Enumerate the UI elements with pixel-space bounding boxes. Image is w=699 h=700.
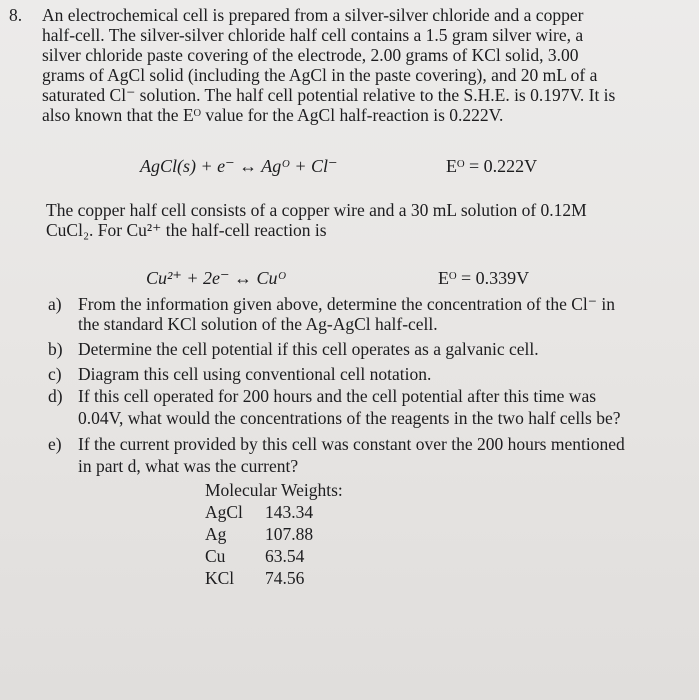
intro-line-4: grams of AgCl solid (including the AgCl in the paste covering), and 20 mL of a (42, 65, 598, 85)
mw-value: 107.88 (265, 524, 314, 544)
part-b-label: b) (48, 339, 63, 359)
mw-value: 143.34 (265, 502, 314, 522)
mw-row-agcl (205, 502, 313, 522)
intro-line-3: silver chloride paste covering of the electrode, 2.00 grams of KCl solid, 3.00 (42, 45, 579, 65)
question-number: 8. (9, 5, 23, 25)
mw-row-kcl (205, 568, 304, 588)
part-d-label: d) (48, 386, 63, 406)
part-c-label: c) (48, 364, 62, 384)
mw-row-ag (205, 524, 313, 544)
mw-value: 63.54 (265, 546, 305, 566)
part-c-line-1: Diagram this cell using conventional cell notation. (78, 364, 432, 384)
cu-half-reaction: Cu²⁺ + 2e⁻ ↔ Cuᴼ (146, 268, 287, 288)
mw-value: 74.56 (265, 568, 305, 588)
intro-line-2: half-cell. The silver-silver chloride half cell contains a 1.5 gram silver wire, a (42, 25, 584, 45)
intro-line-6: also known that the Eᴼ value for the AgCl half-reaction is 0.222V. (42, 105, 504, 125)
part-e-line-2: in part d, what was the current? (78, 456, 299, 476)
mw-name: Ag (205, 524, 227, 544)
mw-row-cu (205, 546, 304, 566)
mw-name: Cu (205, 546, 226, 566)
copper-line-1: The copper half cell consists of a copper wire and a 30 mL solution of 0.12M (46, 200, 587, 220)
cu-standard-potential: Eᴼ = 0.339V (438, 268, 530, 288)
part-a-line-1: From the information given above, determine the concentration of the Cl⁻ in (78, 294, 616, 314)
part-a-label: a) (48, 294, 62, 314)
intro-line-5: saturated Cl⁻ solution. The half cell potential relative to the S.H.E. is 0.197V. It is (42, 85, 616, 105)
problem-intro (42, 5, 615, 125)
copper-line-2: CuCl₂. For Cu²⁺ the half-cell reaction is (46, 220, 327, 240)
intro-line-1: An electrochemical cell is prepared from a silver-silver chloride and a copper (42, 5, 584, 25)
agcl-standard-potential: Eᴼ = 0.222V (446, 156, 538, 176)
mw-name: KCl (205, 568, 235, 588)
mw-name: AgCl (205, 502, 243, 522)
part-a-line-2: the standard KCl solution of the Ag-AgCl half-cell. (78, 314, 438, 334)
molecular-weights-title: Molecular Weights: (205, 480, 343, 500)
part-e-label: e) (48, 434, 62, 454)
agcl-half-reaction: AgCl(s) + e⁻ ↔ Agᴼ + Cl⁻ (140, 156, 338, 176)
part-d-line-2: 0.04V, what would the concentrations of the reagents in the two half cells be? (78, 408, 621, 428)
part-e-line-1: If the current provided by this cell was constant over the 200 hours mentioned (78, 434, 625, 454)
copper-description (46, 200, 587, 240)
part-d-line-1: If this cell operated for 200 hours and the cell potential after this time was (78, 386, 597, 406)
part-b-line-1: Determine the cell potential if this cell operates as a galvanic cell. (78, 339, 539, 359)
